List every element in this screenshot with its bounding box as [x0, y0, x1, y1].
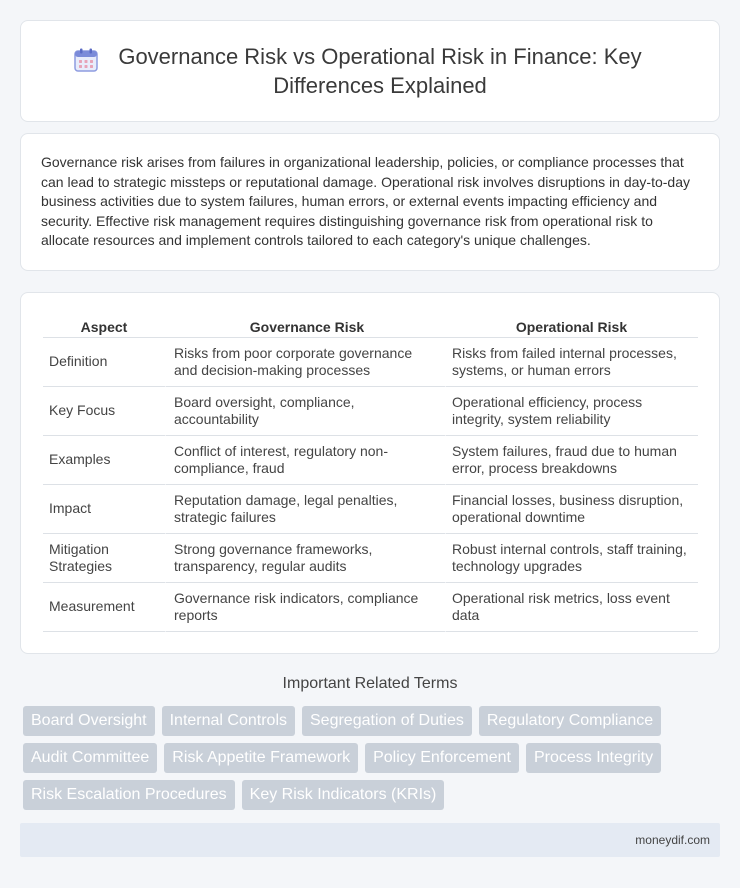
related-term-tag[interactable]: Regulatory Compliance [479, 706, 661, 736]
governance-cell: Conflict of interest, regulatory non-compliance, fraud [165, 436, 445, 485]
governance-cell: Governance risk indicators, compliance reports [165, 583, 445, 632]
footer [20, 823, 720, 857]
aspect-cell: Impact [43, 485, 165, 534]
governance-cell: Strong governance frameworks, transparency, regular audits [165, 534, 445, 583]
aspect-cell: Mitigation Strategies [43, 534, 165, 583]
aspect-cell: Examples [43, 436, 165, 485]
related-term-tag[interactable]: Internal Controls [162, 706, 295, 736]
column-header-operational: Operational Risk [445, 314, 698, 338]
operational-cell: Robust internal controls, staff training, technology upgrades [445, 534, 698, 583]
governance-cell: Board oversight, compliance, accountability [165, 387, 445, 436]
header-card [20, 20, 720, 122]
intro-paragraph: Governance risk arises from failures in organizational leadership, policies, or compliance processes that can lead to strategic missteps or reputational damage. Operational risk involves disruptions in day-to-day business activities due to system failures, human errors, or external events impacting efficiency and security. Effective risk management requires distinguishing governance risk from operational risk to allocate resources and implement controls tailored to each category's unique challenges. [41, 154, 690, 249]
operational-cell: Financial losses, business disruption, operational downtime [445, 485, 698, 534]
related-term-tag[interactable]: Risk Escalation Procedures [23, 780, 235, 810]
footer-site-link[interactable]: moneydif.com [635, 833, 710, 847]
table-row [43, 485, 698, 534]
related-term-tag[interactable]: Process Integrity [526, 743, 661, 773]
aspect-cell: Key Focus [43, 387, 165, 436]
related-term-tag[interactable]: Audit Committee [23, 743, 157, 773]
intro-card [20, 133, 720, 271]
comparison-table [43, 314, 698, 632]
table-row [43, 583, 698, 632]
table-row [43, 436, 698, 485]
related-term-tag[interactable]: Board Oversight [23, 706, 155, 736]
related-terms-title: Important Related Terms [282, 675, 458, 692]
related-terms-list [23, 706, 723, 817]
governance-cell: Reputation damage, legal penalties, strategic failures [165, 485, 445, 534]
operational-cell: Operational risk metrics, loss event data [445, 583, 698, 632]
aspect-cell: Definition [43, 338, 165, 387]
page-title: Governance Risk vs Operational Risk in Finance: Key Differences Explained [118, 44, 642, 98]
column-header-governance: Governance Risk [165, 314, 445, 338]
aspect-cell: Measurement [43, 583, 165, 632]
operational-cell: System failures, fraud due to human error, process breakdowns [445, 436, 698, 485]
related-term-tag[interactable]: Risk Appetite Framework [164, 743, 358, 773]
related-term-tag[interactable]: Policy Enforcement [365, 743, 519, 773]
table-row [43, 534, 698, 583]
table-header-row [43, 314, 698, 338]
governance-cell: Risks from poor corporate governance and decision-making processes [165, 338, 445, 387]
operational-cell: Operational efficiency, process integrity, system reliability [445, 387, 698, 436]
related-term-tag[interactable]: Key Risk Indicators (KRIs) [242, 780, 445, 810]
operational-cell: Risks from failed internal processes, systems, or human errors [445, 338, 698, 387]
table-row [43, 338, 698, 387]
column-header-aspect: Aspect [43, 314, 165, 338]
comparison-table-card [20, 292, 720, 654]
table-row [43, 387, 698, 436]
related-term-tag[interactable]: Segregation of Duties [302, 706, 472, 736]
